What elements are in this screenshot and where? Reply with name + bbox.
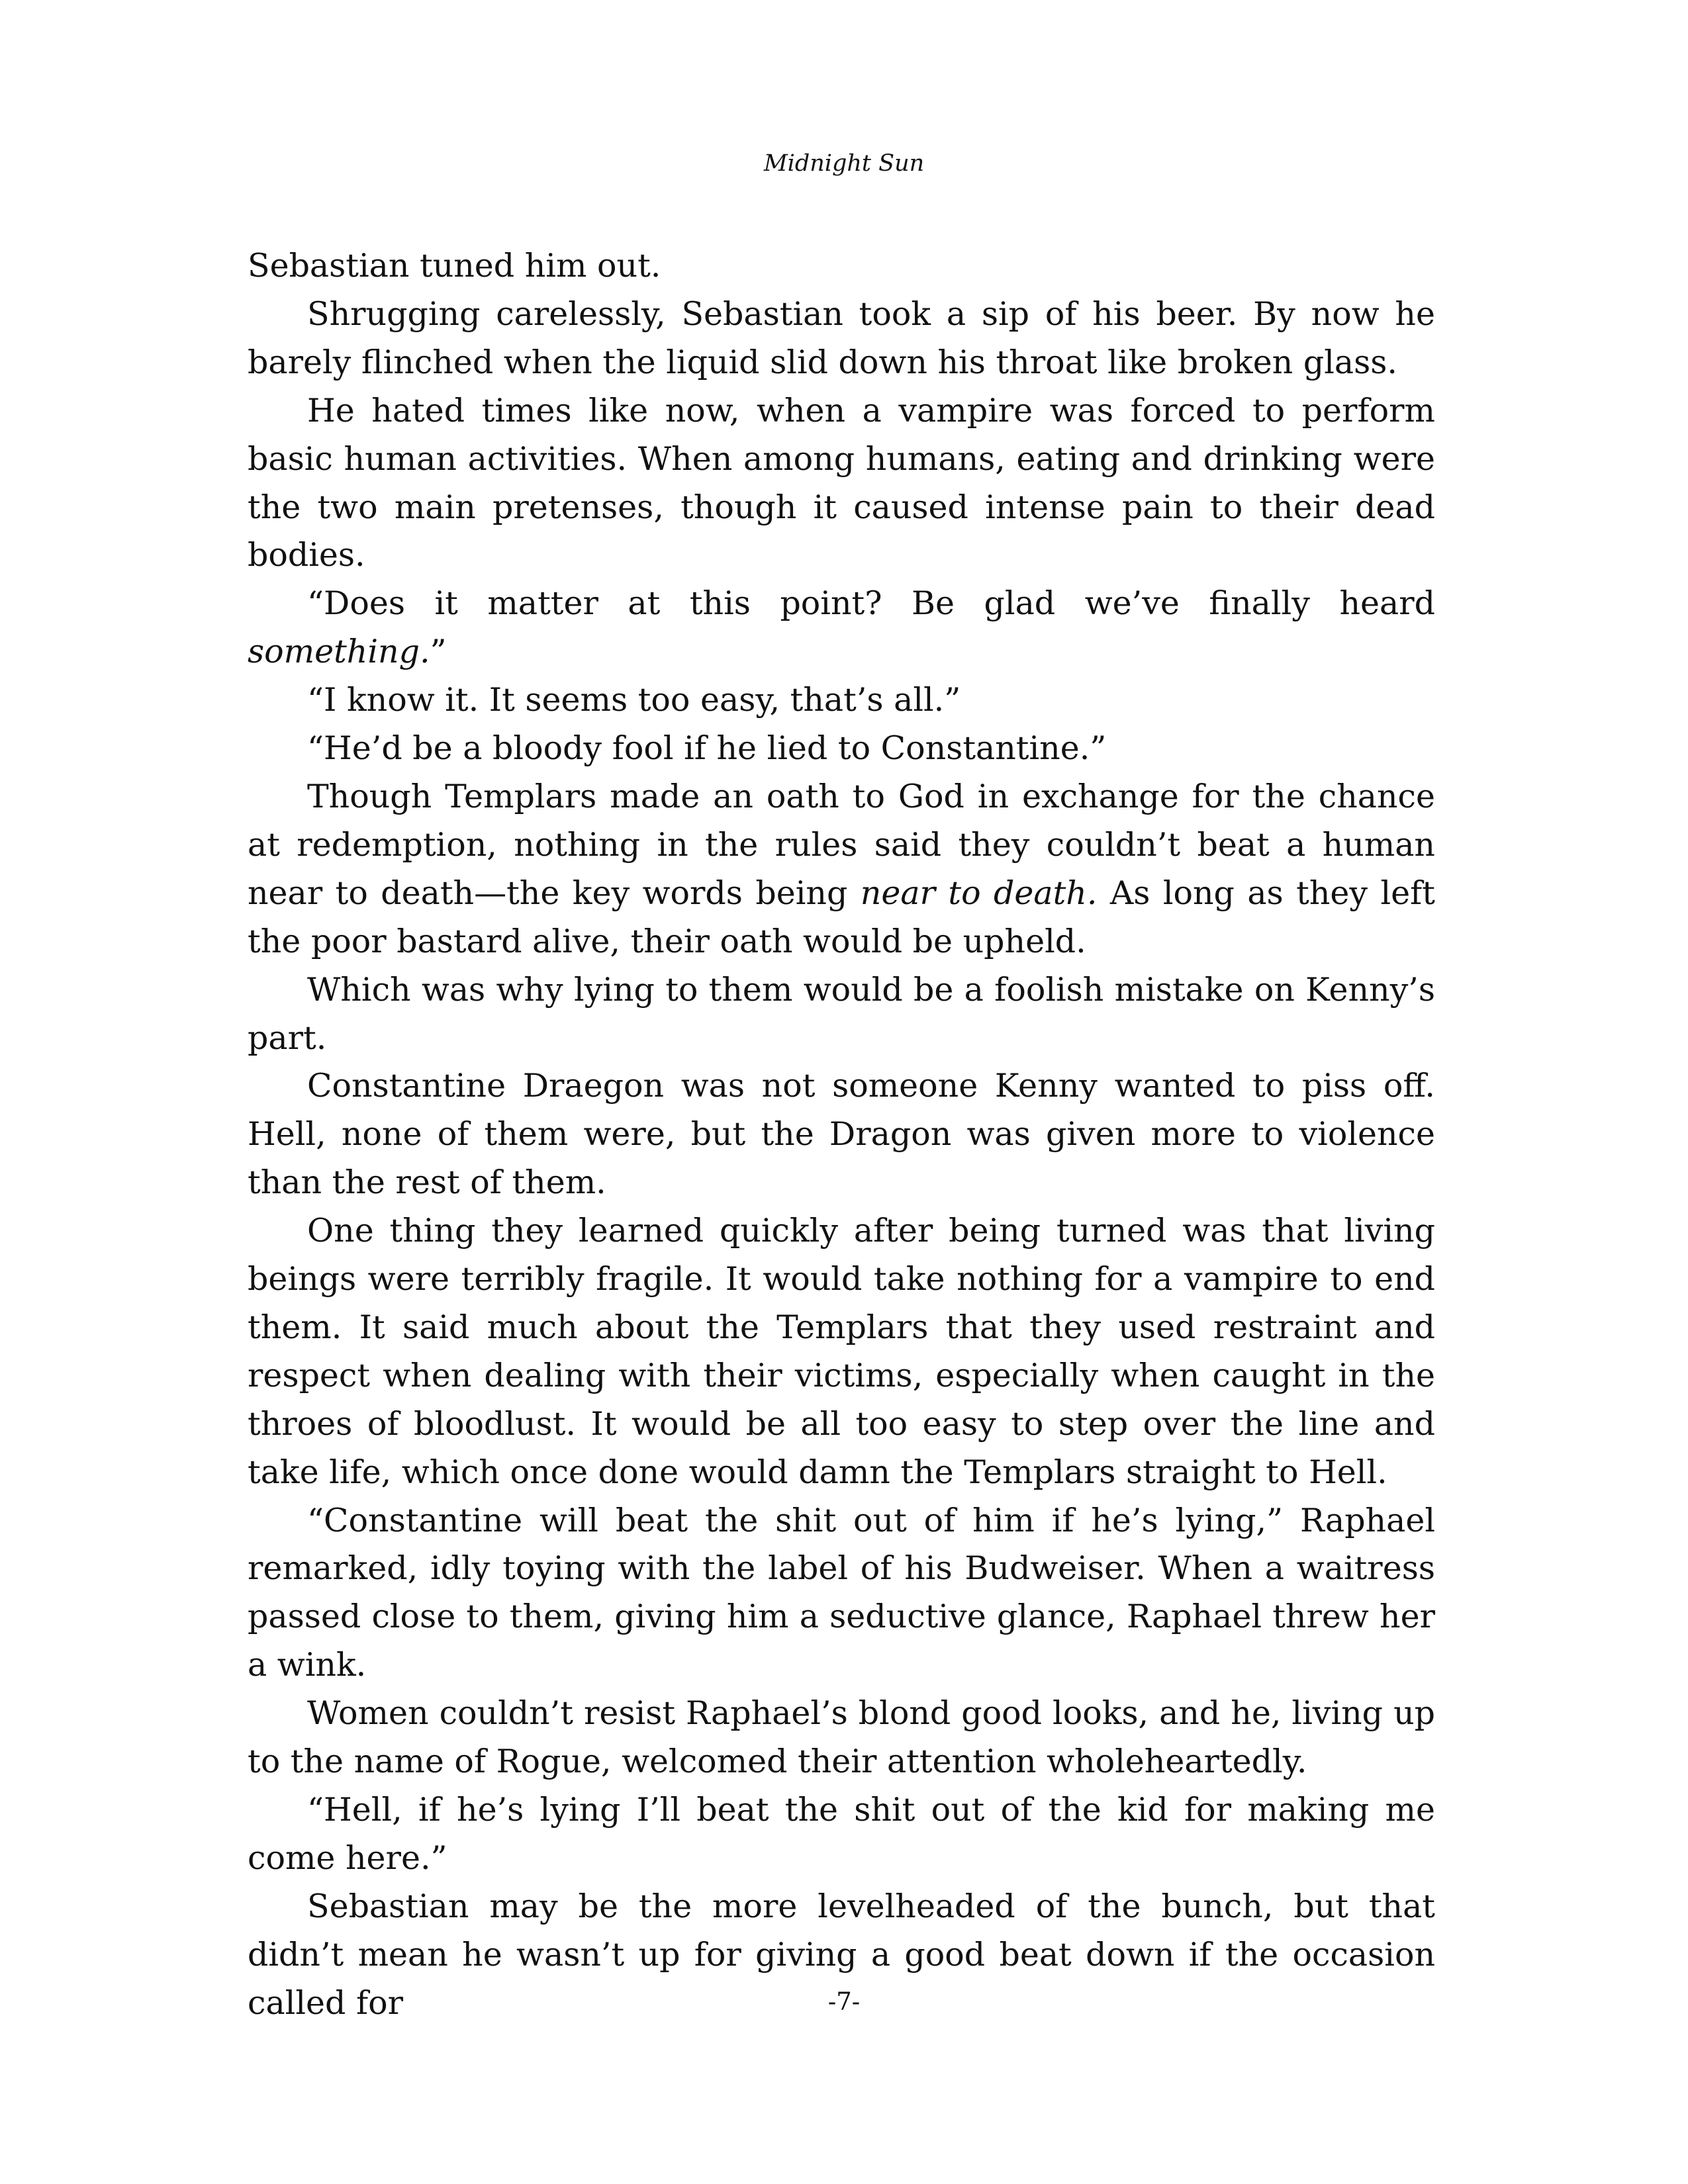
paragraph: Which was why lying to them would be a foolish mistake on Kenny’s part. bbox=[248, 970, 1435, 1057]
paragraph-text: Though Templars made an oath to God in exchange for the chance at redemption, nothing in the rules said they couldn’t beat a human near to death—the key words being bbox=[248, 777, 1435, 912]
paragraph: “Hell, if he’s lying I’ll beat the shit out of the kid for making me come here.” bbox=[248, 1791, 1435, 1877]
paragraph: “Constantine will beat the shit out of him if he’s lying,” Raphael remarked, idly toying with the label of his Budweiser. When a waitress passed close to them, giving him a seductive glance, Raphael threw her a wink. bbox=[248, 1501, 1435, 1684]
running-header-title: Midnight Sun bbox=[763, 150, 925, 177]
paragraph: He hated times like now, when a vampire was forced to perform basic human activities. When among humans, eating and drinking were the two main pretenses, though it caused intense pain to their dead bodies. bbox=[248, 391, 1435, 574]
paragraph: Sebastian tuned him out. bbox=[248, 247, 661, 285]
paragraph: “I know it. It seems too easy, that’s all.” bbox=[307, 681, 961, 719]
paragraph bbox=[248, 580, 1435, 676]
paragraph-text: “Does it matter at this point? Be glad we’ve finally heard bbox=[307, 584, 1435, 623]
paragraph: Constantine Draegon was not someone Kenny wanted to piss off. Hell, none of them were, but the Dragon was given more to violence than the rest of them. bbox=[248, 1067, 1435, 1202]
paragraph: “He’d be a bloody fool if he lied to Constantine.” bbox=[307, 729, 1107, 768]
body-text bbox=[248, 242, 1435, 2028]
paragraph-text: As long as they left the poor bastard alive, their oath would be upheld. bbox=[248, 874, 1435, 960]
paragraph bbox=[248, 773, 1435, 966]
paragraph: One thing they learned quickly after being turned was that living beings were terribly fragile. It would take nothing for a vampire to end them. It said much about the Templars that they used restraint and respect when dealing with their victims, especially when caught in the throes of bloodlust. It would be all too easy to step over the line and take life, which once done would damn the Templars straight to Hell. bbox=[248, 1212, 1435, 1491]
paragraph: Shrugging carelessly, Sebastian took a sip of his beer. By now he barely flinched when the liquid slid down his throat like broken glass. bbox=[248, 295, 1435, 381]
paragraph: Sebastian may be the more levelheaded of the bunch, but that didn’t mean he wasn’t up for giving a good beat down if the occasion called for bbox=[248, 1887, 1435, 2022]
page-number: -7- bbox=[827, 1987, 861, 2016]
paragraph: Women couldn’t resist Raphael’s blond good looks, and he, living up to the name of Rogue, welcomed their attention wholeheartedly. bbox=[248, 1694, 1435, 1781]
emphasis-text: something. bbox=[248, 633, 430, 671]
emphasis-text: near to death. bbox=[860, 874, 1098, 912]
paragraph-text: ” bbox=[430, 633, 447, 671]
